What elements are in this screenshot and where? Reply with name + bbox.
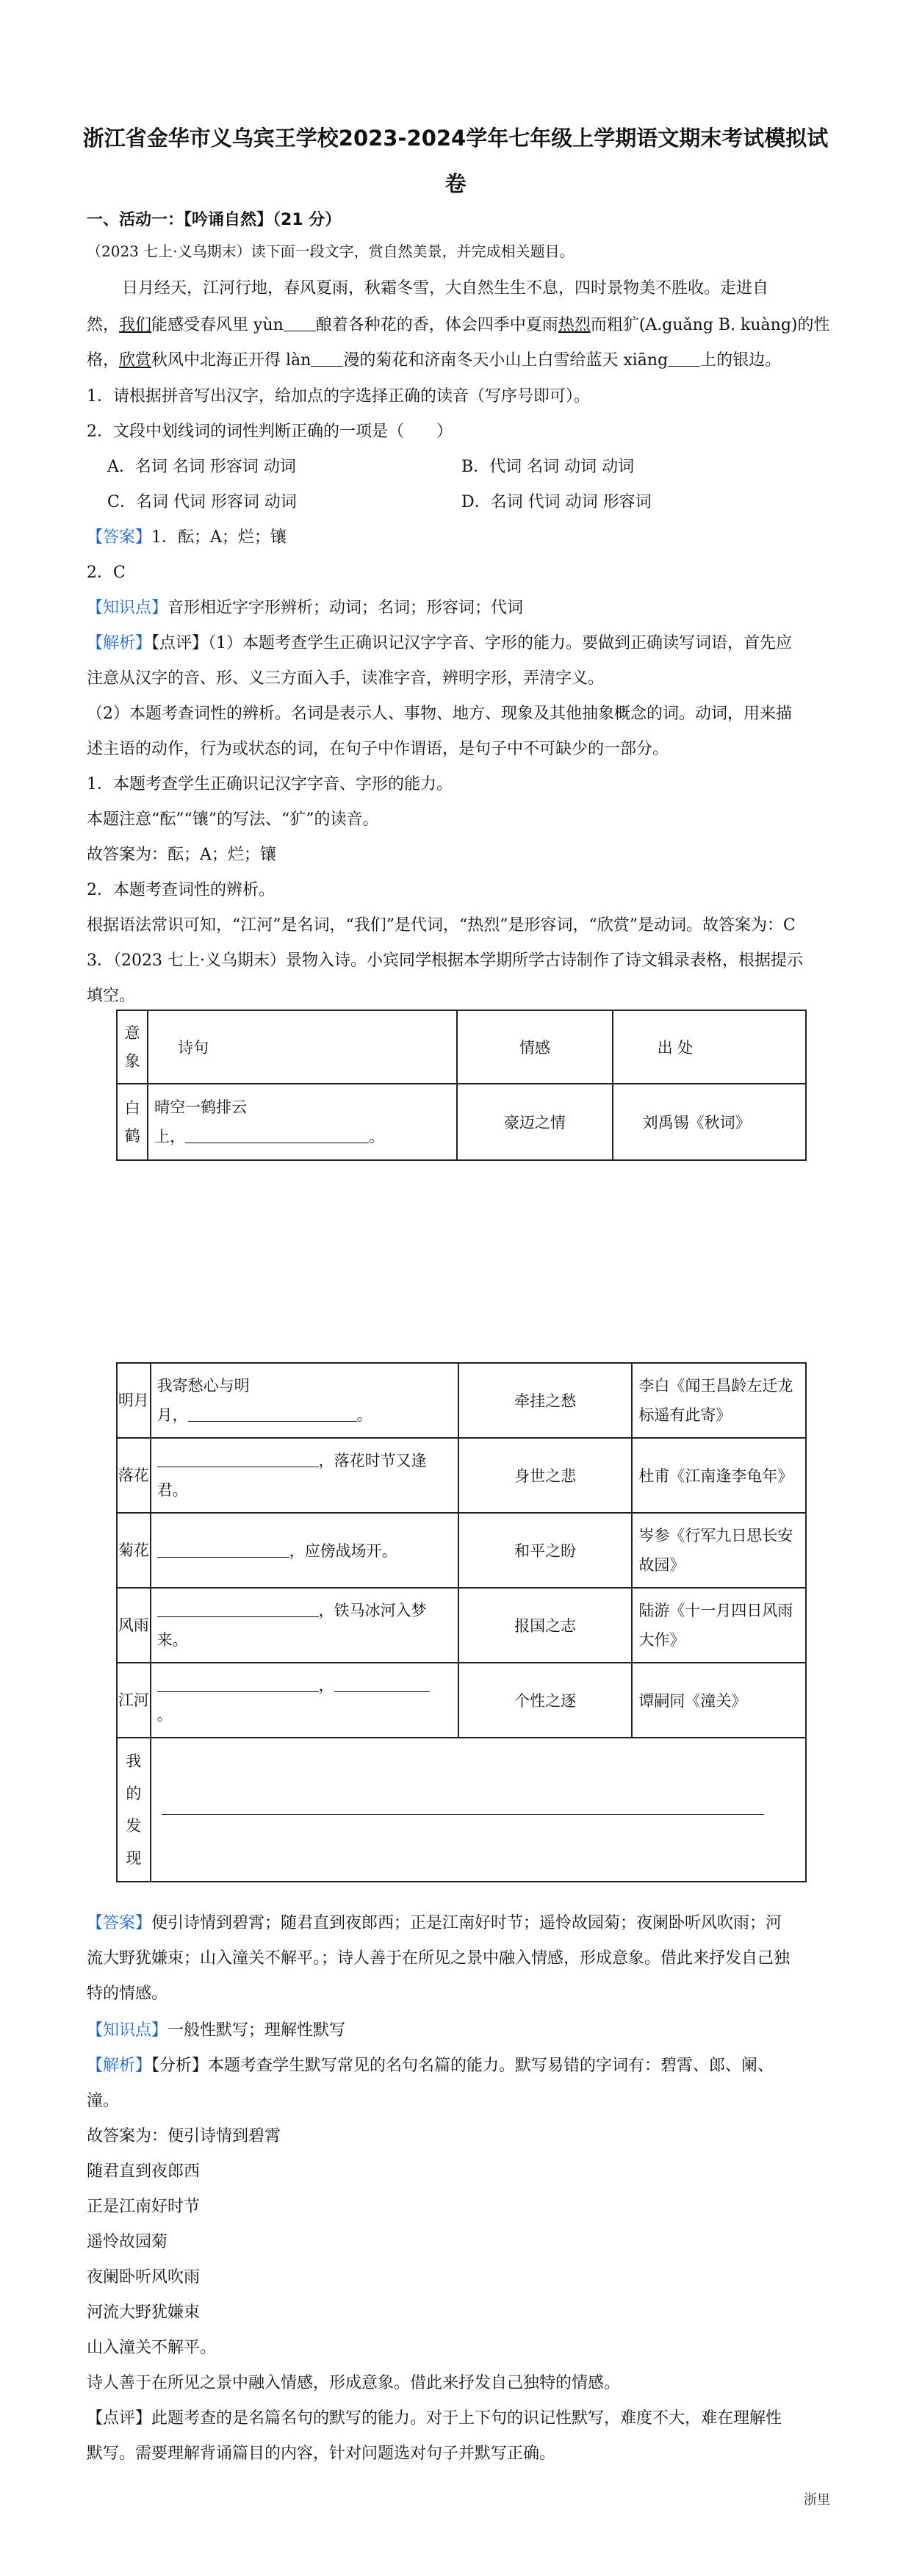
knowledge-tag: 【知识点】 <box>87 599 168 617</box>
row-emotion: 豪迈之情 <box>457 1084 612 1160</box>
finding-row <box>117 1738 806 1882</box>
header-poem: 诗句 <box>148 1010 457 1084</box>
q3-analysis-line8: 河流大野犹嫌束 <box>87 2303 201 2322</box>
poem-text-c: 。 <box>156 1706 173 1724</box>
row-poem <box>151 1588 458 1663</box>
finding-char: 现 <box>126 1849 142 1867</box>
poem-text-b: 上， <box>154 1128 186 1145</box>
poem-text-a: 晴空一鹤排云 <box>154 1098 248 1116</box>
q1-answer <box>87 525 829 547</box>
option-a: A．名词 名词 形容词 动词 <box>107 458 296 476</box>
q3-answer-line2: 流大野犹嫌束；山入潼关不解平。；诗人善于在所见之景中融入情感，形成意象。借此来抒发自己独 <box>87 1949 791 1968</box>
knowledge-text: 音形相近字字形辨析；动词；名词；形容词；代词 <box>168 599 524 617</box>
row-poem <box>151 1663 458 1738</box>
doc-title-line2: 卷 <box>444 171 467 196</box>
q3-analysis-line5: 正是江南好时节 <box>87 2198 201 2216</box>
row-image: 江河 <box>117 1663 151 1738</box>
sub-question-2: 2．文段中划线词的词性判断正确的一项是（ ） <box>87 422 453 441</box>
fill-blank[interactable] <box>188 1406 357 1422</box>
p2c: 能感受春风里 yùn <box>151 316 284 334</box>
row-emotion: 身世之悲 <box>458 1438 633 1513</box>
q1-analysis-line8: 2．本题考查词性的辨析。 <box>87 881 275 899</box>
q1-analysis-line5: 1．本题考查学生正确识记汉字字音、字形的能力。 <box>87 775 453 794</box>
table-row <box>117 1438 806 1513</box>
finding-answer-area[interactable] <box>151 1738 806 1882</box>
q1-answer-2: 2．C <box>87 564 126 582</box>
p3d: 漫的菊花和济南冬天小山上白雪给蓝天 xiāng <box>343 351 669 370</box>
row-source: 李白《闻王昌龄左迁龙标遥有此寄》 <box>632 1363 806 1438</box>
analysis-text1: 【分析】本题考查学生默写常见的名句名篇的能力。默写易错的字词有：碧霄、郎、阑、 <box>151 2057 774 2075</box>
page-footer: 浙里 <box>804 2492 830 2508</box>
blank-yun <box>284 316 316 331</box>
underlined-word-women: 我们 <box>119 316 152 334</box>
section-heading: 一、活动一：【吟诵自然】（21 分） <box>87 211 342 229</box>
fill-blank[interactable] <box>185 1128 369 1143</box>
passage-line3 <box>87 348 829 370</box>
option-b: B．代词 名词 动词 动词 <box>461 458 635 476</box>
passage-line2 <box>87 312 829 335</box>
q1-analysis-line9: 根据语法常识可知，“江河”是名词，“我们”是代词，“热烈”是形容词，“欣赏”是动词。故答案为：C <box>87 916 796 935</box>
row-source: 岑参《行军九日思长安故园》 <box>632 1513 806 1588</box>
p3c: 秋风中北海正开得 làn <box>151 351 312 370</box>
q3-answer-line1 <box>87 1910 829 1933</box>
q3-analysis-line10: 诗人善于在所见之景中融入情感，形成意象。借此来抒发自己独特的情感。 <box>87 2374 621 2392</box>
blank-xiang <box>668 351 700 367</box>
q3-comment-line1: 【点评】此题考查的是名篇名句的默写的能力。对于上下句的识记性默写，难度不大，难在理解性 <box>87 2409 782 2428</box>
finding-char: 发 <box>126 1817 142 1835</box>
finding-char: 的 <box>126 1785 142 1802</box>
knowledge-tag: 【知识点】 <box>87 2021 168 2040</box>
q3-analysis-line1 <box>87 2053 829 2076</box>
answer-text1: 便引诗情到碧霄；随君直到夜郎西；正是江南好时节；遥怜故园菊；夜阑卧听风吹雨；河 <box>151 1914 782 1932</box>
doc-title-line1: 浙江省金华市义乌宾王学校2023-2024学年七年级上学期语文期末考试模拟试 <box>82 126 829 151</box>
q1-analysis-line1 <box>87 630 829 653</box>
q1-analysis-line6: 本题注意“酝”“镶”的写法、“犷”的读音。 <box>87 810 379 829</box>
poem-text-b: ，落花时节又逢君。 <box>156 1452 427 1499</box>
q3-answer-line3: 特的情感。 <box>87 1985 168 2003</box>
poem-text-b: ，铁马冰河入梦来。 <box>156 1602 427 1649</box>
analysis-tag: 【解析】 <box>87 634 152 652</box>
p2f: 而粗犷(A.guǎng B. kuàng)的性 <box>590 316 830 334</box>
table-row <box>117 1588 806 1663</box>
row-emotion: 报国之志 <box>458 1588 633 1663</box>
underlined-word-xinshang: 欣赏 <box>119 351 152 370</box>
q1-knowledge-point <box>87 595 829 618</box>
p2a: 然， <box>87 316 120 334</box>
p2d: 酿着各种花的香，体会四季中夏雨 <box>315 316 558 334</box>
row-image: 菊花 <box>117 1513 151 1588</box>
underlined-word-relie: 热烈 <box>558 316 591 334</box>
q3-knowledge-point <box>87 2018 829 2040</box>
fill-blank[interactable] <box>157 1677 319 1692</box>
row-source: 陆游《十一月四日风雨大作》 <box>632 1588 806 1663</box>
row-source: 谭嗣同《潼关》 <box>632 1663 806 1738</box>
sub-question-1: 1．请根据拼音写出汉字，给加点的字选择正确的读音（写序号即可）。 <box>87 387 590 406</box>
finding-blank-line[interactable] <box>162 1814 764 1815</box>
q3-analysis-line7: 夜阑卧听风吹雨 <box>87 2268 201 2287</box>
table-row <box>117 1363 806 1438</box>
answer-tag: 【答案】 <box>87 528 152 547</box>
fill-blank[interactable] <box>334 1677 430 1692</box>
q3-intro-line1: 3．（2023 七上·义乌期末）景物入诗。小宾同学根据本学期所学古诗制作了诗文辑录表格，根据提示 <box>87 951 803 970</box>
row-image: 风雨 <box>117 1588 151 1663</box>
poem-text-b: ，应傍战场开。 <box>289 1542 397 1560</box>
analysis-tag: 【解析】 <box>87 2057 152 2075</box>
fill-blank[interactable] <box>157 1452 319 1467</box>
poem-text-b: 月， <box>156 1406 188 1424</box>
poem-text-a: 我寄愁心与明 <box>156 1377 250 1395</box>
row-source: 杜甫《江南逢李龟年》 <box>632 1438 806 1513</box>
row-poem <box>151 1438 458 1513</box>
fill-blank[interactable] <box>157 1542 289 1558</box>
header-source: 出 处 <box>613 1010 806 1084</box>
knowledge-text: 一般性默写；理解性默写 <box>168 2021 346 2040</box>
row-poem <box>151 1363 458 1438</box>
row-emotion: 牵挂之愁 <box>458 1363 633 1438</box>
q3-analysis-line2: 潼。 <box>87 2092 120 2110</box>
p3a: 格， <box>87 351 120 370</box>
q1-source: （2023 七上·义乌期末）读下面一段文字，赏自然美景，并完成相关题目。 <box>87 242 575 260</box>
row-image: 白鹤 <box>117 1084 148 1160</box>
q1-analysis-line4: 述主语的动作，行为或状态的词，在句子中作谓语，是句子中不可缺少的一部分。 <box>87 740 669 758</box>
q1-analysis-line7: 故答案为：酝；A；烂；镶 <box>87 846 276 864</box>
passage-line1: 日月经天，江河行地，春风夏雨，秋霜冬雪，大自然生生不息，四时景物美不胜收。走进自 <box>122 279 769 298</box>
fill-blank[interactable] <box>157 1602 319 1617</box>
q1-analysis-line3: （2）本题考查词性的辨析。名词是表示人、事物、地方、现象及其他抽象概念的词。动词，用来描 <box>87 705 793 723</box>
answer-tag: 【答案】 <box>87 1914 152 1932</box>
poem-table-part1 <box>116 1010 807 1161</box>
row-poem <box>148 1084 457 1160</box>
row-emotion: 和平之盼 <box>458 1513 633 1588</box>
p3e: 上的银边。 <box>700 351 782 370</box>
q3-analysis-line3: 故答案为：便引诗情到碧霄 <box>87 2127 281 2145</box>
header-image: 意象 <box>117 1010 148 1084</box>
q3-analysis-line4: 随君直到夜郎西 <box>87 2162 201 2181</box>
table-header-row <box>117 1010 806 1084</box>
row-image: 落花 <box>117 1438 151 1513</box>
poem-text-b: ， <box>318 1677 334 1694</box>
answer-1: 1．酝；A；烂；镶 <box>151 528 287 547</box>
q1-analysis-line2: 注意从汉字的音、形、义三方面入手，读准字音，辨明字形，弄清字义。 <box>87 669 605 688</box>
q3-analysis-line6: 遥怜故园菊 <box>87 2233 168 2251</box>
table-row <box>117 1513 806 1588</box>
q3-analysis-line9: 山入潼关不解平。 <box>87 2339 217 2357</box>
finding-label <box>117 1738 151 1882</box>
option-c: C．名词 代词 形容词 动词 <box>107 493 297 511</box>
row-emotion: 个性之逐 <box>458 1663 633 1738</box>
q3-comment-line2: 默写。需要理解背诵篇目的内容，针对问题选对句子并默写正确。 <box>87 2444 556 2463</box>
header-emotion: 情感 <box>457 1010 612 1084</box>
blank-lan <box>311 351 343 367</box>
row-image: 明月 <box>117 1363 151 1438</box>
table-row <box>117 1663 806 1738</box>
row-source: 刘禹锡《秋词》 <box>613 1084 806 1160</box>
analysis-text1: 【点评】（1）本题考查学生正确识记汉字字音、字形的能力。要做到正确读写词语，首先应 <box>151 634 793 652</box>
poem-table-part2 <box>116 1362 807 1882</box>
option-d: D．名词 代词 动词 形容词 <box>461 493 652 511</box>
row-poem <box>151 1513 458 1588</box>
q3-intro-line2: 填空。 <box>87 987 136 1005</box>
poem-text-c: 。 <box>369 1128 385 1145</box>
poem-text-c: 。 <box>356 1406 372 1424</box>
table-row <box>117 1084 806 1160</box>
finding-char: 我 <box>126 1752 142 1770</box>
